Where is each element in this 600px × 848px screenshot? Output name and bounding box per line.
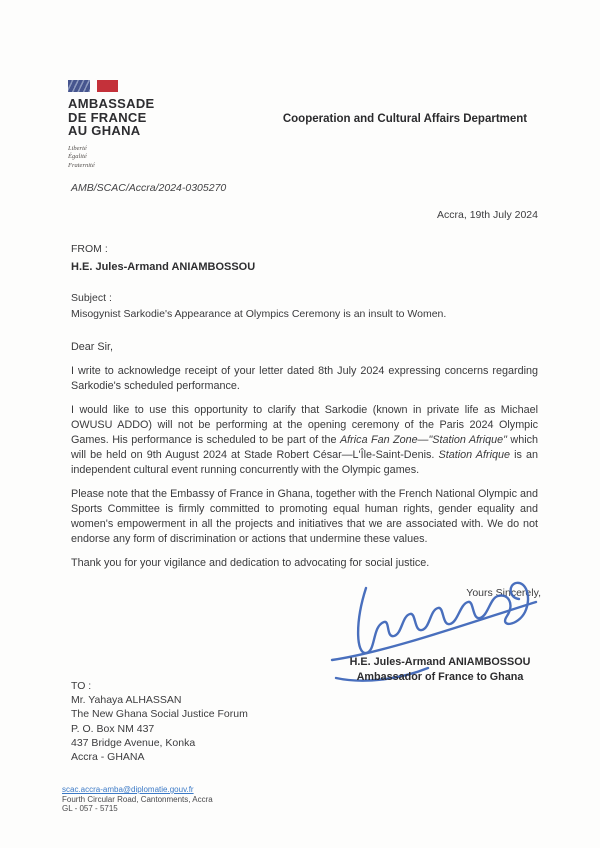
signatory-title: Ambassador of France to Ghana <box>356 670 524 683</box>
embassy-name <box>68 97 154 138</box>
recipient-line: Accra - GHANA <box>71 751 145 764</box>
motto-line: Liberté <box>68 144 87 152</box>
flag-blue-block <box>68 80 90 92</box>
sender-name: H.E. Jules-Armand ANIAMBOSSOU <box>71 261 256 273</box>
embassy-name-line: AMBASSADE <box>68 96 155 111</box>
subject-block <box>71 292 446 320</box>
recipient-line: 437 Bridge Avenue, Konka <box>71 736 196 749</box>
para2-italic: Station Afrique <box>438 449 511 461</box>
french-flag-icon <box>68 79 154 92</box>
motto-line: Fraternité <box>68 161 95 169</box>
letter-body <box>71 364 538 580</box>
salutation: Dear Sir, <box>71 341 114 353</box>
signatory-block <box>338 655 542 684</box>
recipient-line: The New Ghana Social Justice Forum <box>71 708 248 721</box>
national-motto <box>68 145 154 171</box>
body-paragraph-3: Please note that the Embassy of France in Ghana, together with the French National Olympic and Sports Committee is firmly committed to promoting equal human rights, gender equality and women's empowerment in all the projects and initiatives that we are associated with. We do not endorse any form of discrimination or actions that undermine these values. <box>71 488 538 545</box>
para2-text: which will be held on 9th August 2024 at Stade Robert César—L'Île-Saint-Denis. <box>71 434 539 461</box>
from-label: FROM : <box>71 243 108 255</box>
footer-contact <box>62 785 213 814</box>
to-label: TO : <box>71 680 92 692</box>
para2-text: I would like to use this opportunity to clarify that Sarkodie (known in private life as Michael OWUSU ADDO) will not be performing at the opening ceremony of the Paris 2024 Olympic Games. His performance is scheduled to be part of the <box>71 404 538 446</box>
embassy-name-line: DE FRANCE <box>68 109 147 125</box>
email-link[interactable]: scac.accra-amba@diplomatie.gouv.fr <box>62 785 194 794</box>
recipient-line: Mr. Yahaya ALHASSAN <box>71 694 182 707</box>
body-paragraph-2 <box>71 403 538 478</box>
date-line: Accra, 19th July 2024 <box>437 209 538 221</box>
para2-italic: Africa Fan Zone—"Station Afrique" <box>339 434 507 446</box>
subject-label: Subject : <box>71 292 112 304</box>
motto-line: Égalité <box>68 153 87 160</box>
recipient-line: P. O. Box NM 437 <box>71 722 155 735</box>
para2-text: is an independent cultural event running concurrently with the Olympic games. <box>71 449 538 476</box>
recipient-block <box>71 679 248 764</box>
flag-red-block <box>97 80 118 92</box>
embassy-name-line: AU GHANA <box>68 123 141 138</box>
subject-text: Misogynist Sarkodie's Appearance at Olympics Ceremony is an insult to Women. <box>71 308 447 320</box>
body-paragraph-1: I write to acknowledge receipt of your letter dated 8th July 2024 expressing concerns regarding Sarkodie's scheduled performance. <box>71 365 538 392</box>
footer-address: Fourth Circular Road, Cantonments, Accra <box>62 794 213 804</box>
footer-phone: GL - 057 - 5715 <box>62 804 118 814</box>
closing-phrase: Yours Sincerely, <box>466 587 541 599</box>
department-title: Cooperation and Cultural Affairs Department <box>282 113 528 125</box>
signatory-name: H.E. Jules-Armand ANIAMBOSSOU <box>349 656 531 668</box>
letterhead <box>68 79 154 170</box>
from-block <box>71 243 255 273</box>
body-paragraph-4: Thank you for your vigilance and dedication to advocating for social justice. <box>71 557 430 569</box>
reference-number: AMB/SCAC/Accra/2024-0305270 <box>71 182 227 194</box>
